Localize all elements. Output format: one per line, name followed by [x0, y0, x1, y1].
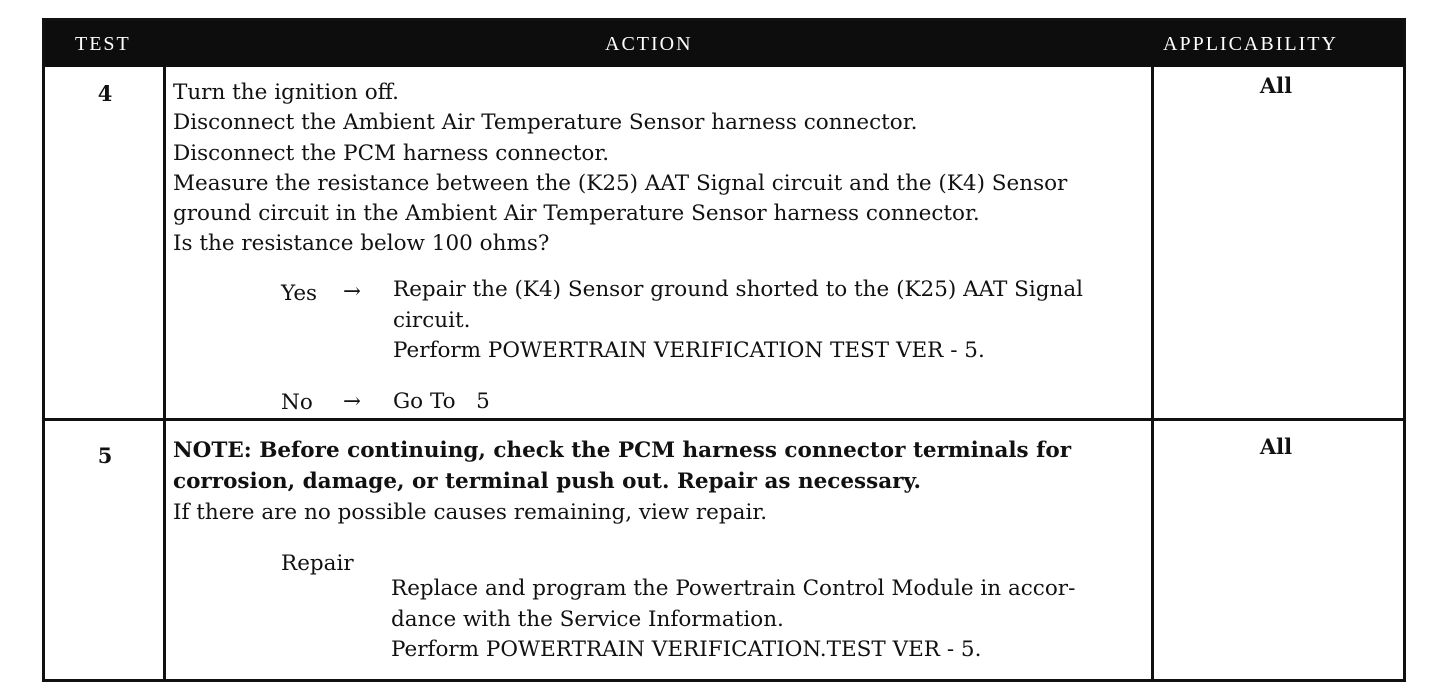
header-test: TEST [75, 33, 131, 55]
yes-action-line: Repair the (K4) Sensor ground shorted to the (K25) AAT Signal [393, 277, 1084, 302]
applicability-value: All [1259, 73, 1293, 98]
instruction-line: If there are no possible causes remaining, view repair. [173, 500, 768, 525]
no-label: No [281, 390, 313, 415]
repair-line: Replace and program the Powertrain Control Module in accor- [391, 576, 1076, 601]
column-divider [163, 67, 166, 679]
repair-line: Perform POWERTRAIN VERIFICATION.TEST VER - 5. [391, 637, 982, 662]
instruction-line: Measure the resistance between the (K25) AAT Signal circuit and the (K4) Sensor [173, 171, 1068, 196]
note-line: NOTE: Before continuing, check the PCM harness connector terminals for [173, 438, 1072, 463]
no-action: Go To 5 [393, 389, 490, 414]
row-divider [45, 418, 1403, 421]
test-number: 4 [97, 81, 113, 106]
instruction-line: Disconnect the Ambient Air Temperature Sensor harness connector. [173, 110, 918, 135]
instruction-line: Turn the ignition off. [173, 80, 399, 105]
header-action: ACTION [605, 33, 693, 55]
test-number: 5 [97, 443, 113, 468]
instruction-line: Is the resistance below 100 ohms? [173, 231, 550, 256]
instruction-line: ground circuit in the Ambient Air Temperature Sensor harness connector. [173, 201, 980, 226]
instruction-line: Disconnect the PCM harness connector. [173, 141, 610, 166]
arrow-icon: → [343, 279, 362, 304]
header-applicability: APPLICABILITY [1163, 33, 1338, 55]
repair-line: dance with the Service Information. [391, 607, 784, 632]
table-header [45, 21, 1403, 67]
yes-action-line: circuit. [393, 308, 471, 333]
column-divider [1151, 67, 1154, 679]
applicability-value: All [1259, 434, 1293, 459]
yes-action-line: Perform POWERTRAIN VERIFICATION TEST VER - 5. [393, 338, 985, 363]
note-line: corrosion, damage, or terminal push out. Repair as necessary. [173, 469, 922, 494]
arrow-icon: → [343, 389, 362, 414]
repair-label: Repair [281, 551, 354, 576]
yes-label: Yes [281, 281, 318, 306]
diagnostic-table [42, 18, 1406, 682]
